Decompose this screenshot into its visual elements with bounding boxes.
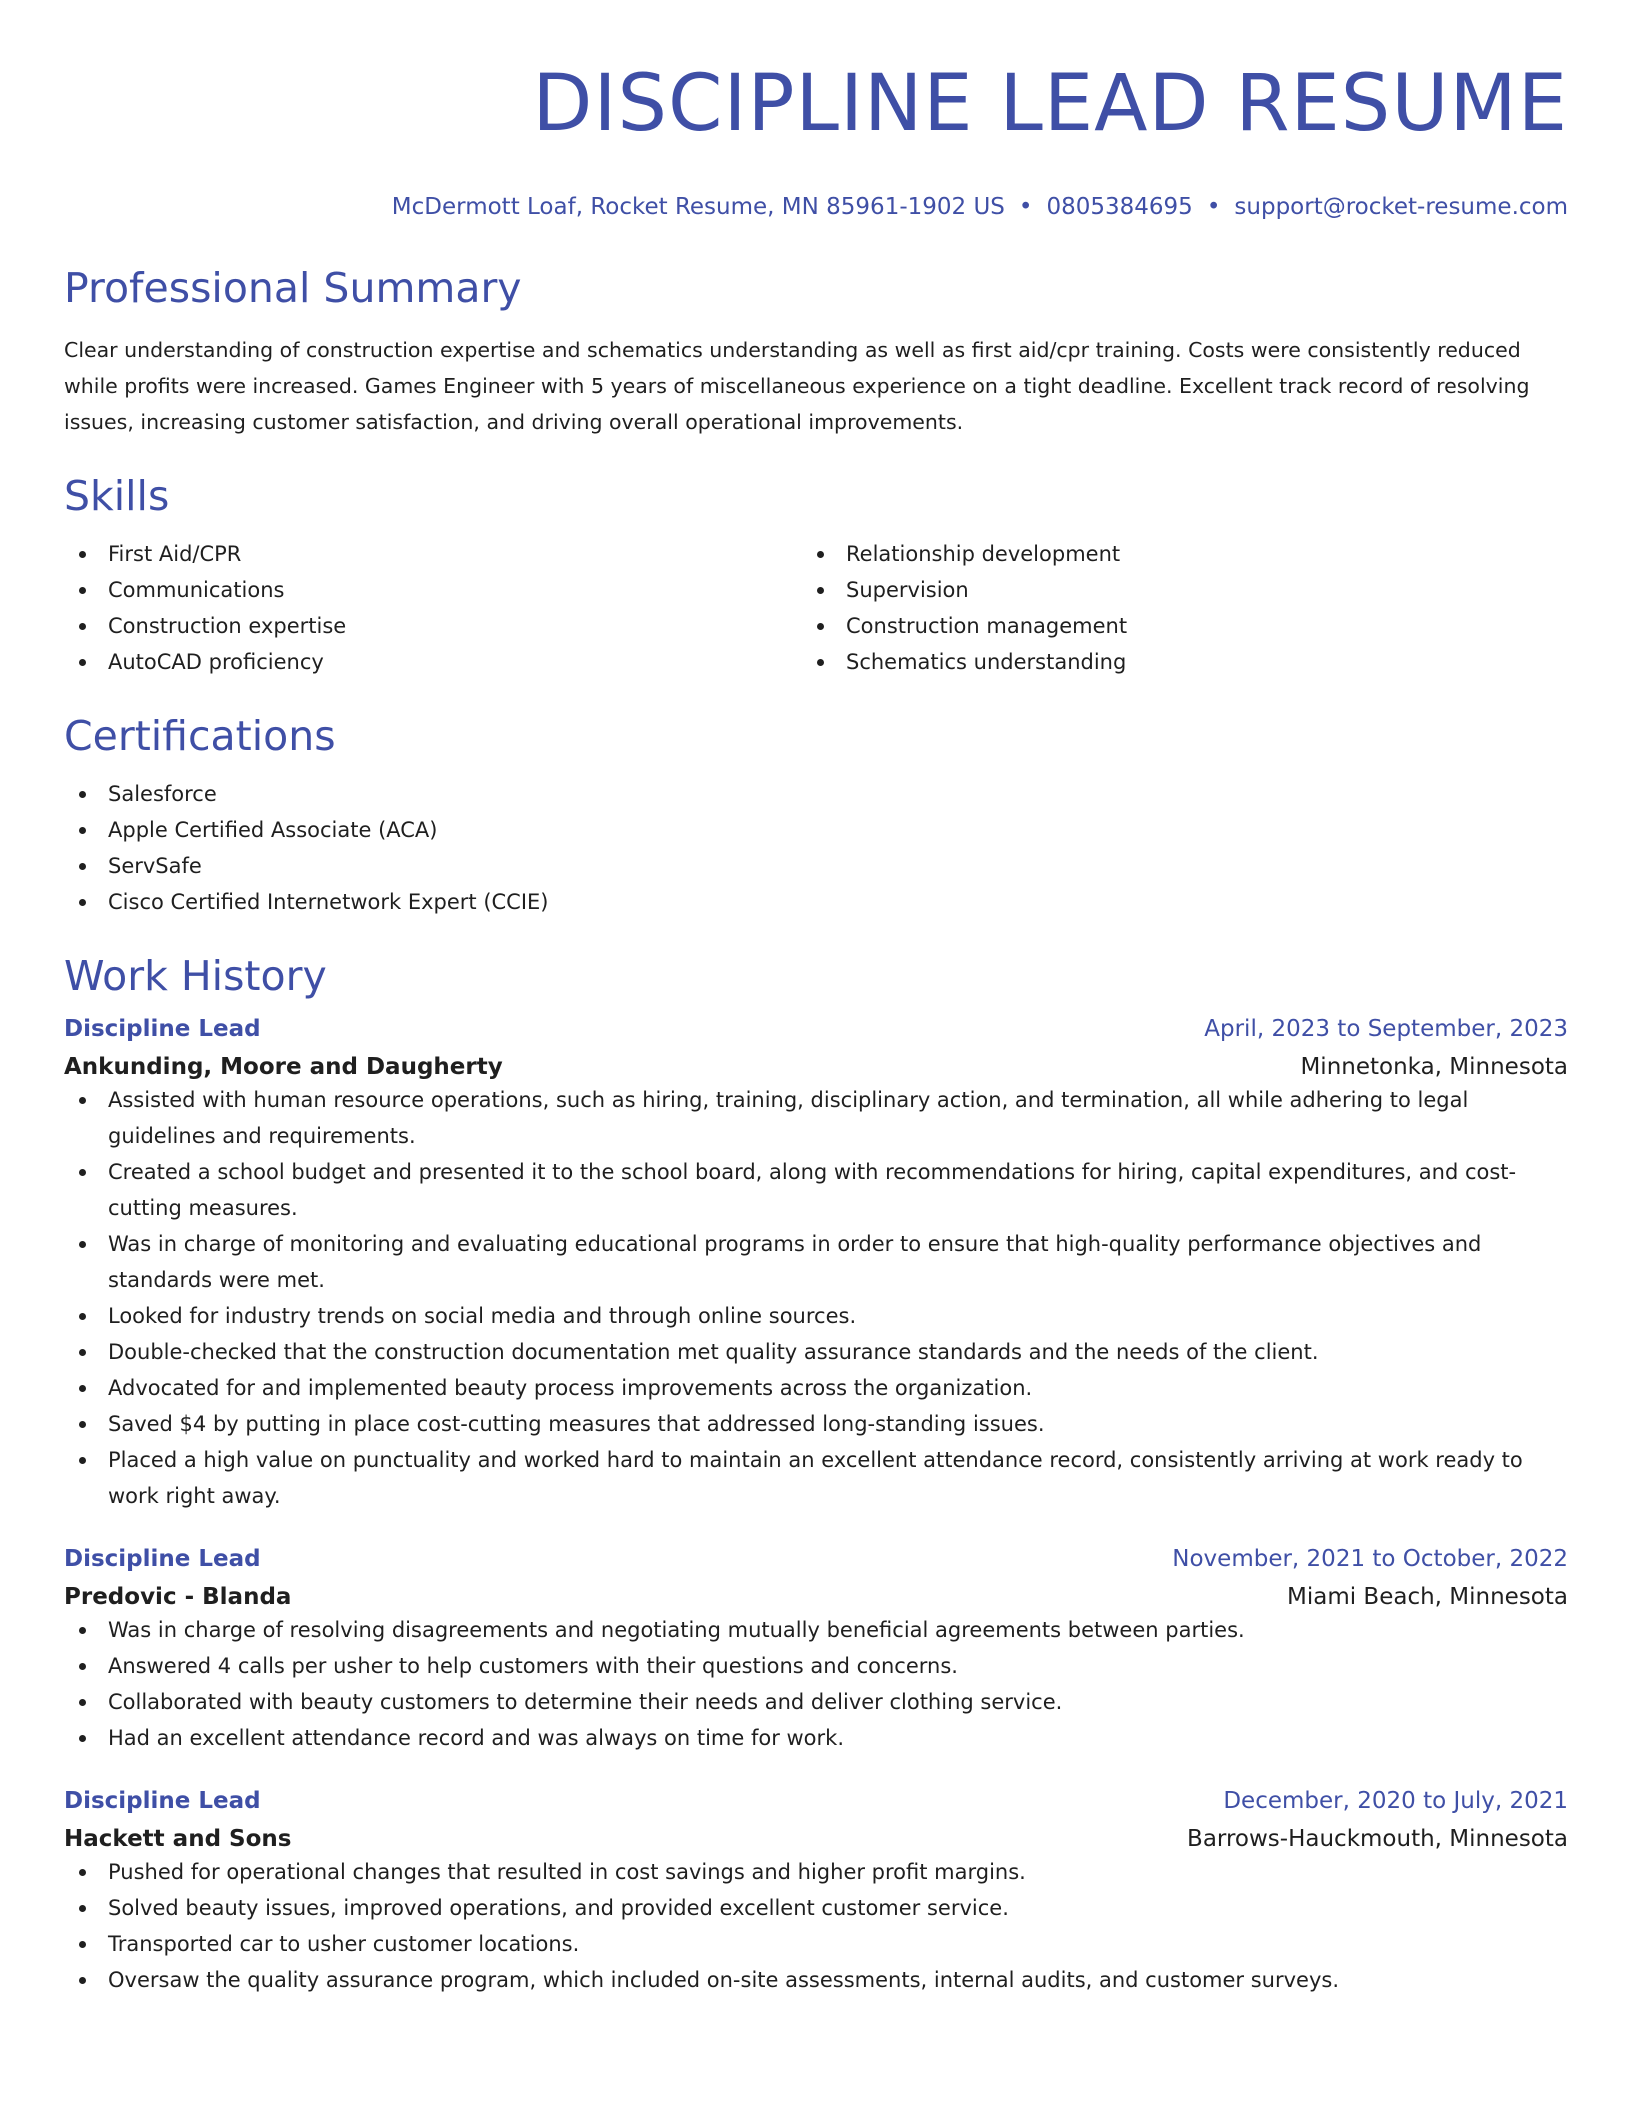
job-header — [64, 1786, 1568, 1816]
skill-item: Schematics understanding — [802, 644, 1540, 680]
job-entry — [64, 1544, 1568, 1756]
skills-section — [64, 470, 1568, 680]
skill-item: First Aid/CPR — [64, 536, 802, 572]
job-bullet: Was in charge of monitoring and evaluating educational programs in order to ensure that high-quality performance objectives and standards were met. — [64, 1226, 1568, 1298]
job-bullet: Had an excellent attendance record and was always on time for work. — [64, 1720, 1568, 1756]
job-bullet: Created a school budget and presented it to the school board, along with recommendations for hiring, capital expenditures, and cost-cutting measures. — [64, 1154, 1568, 1226]
job-bullets — [64, 1612, 1568, 1756]
job-bullet: Answered 4 calls per usher to help customers with their questions and concerns. — [64, 1648, 1568, 1684]
job-header — [64, 1014, 1568, 1044]
job-bullet: Double-checked that the construction documentation met quality assurance standards and the needs of the client. — [64, 1334, 1568, 1370]
job-subheader — [64, 1824, 1568, 1854]
job-company: Predovic - Blanda — [64, 1584, 292, 1610]
resume-name: DISCIPLINE LEAD RESUME — [532, 59, 1568, 149]
job-bullet: Assisted with human resource operations, such as hiring, training, disciplinary action, and termination, all while adhering to legal guidelines and requirements. — [64, 1082, 1568, 1154]
job-location: Miami Beach, Minnesota — [1286, 1584, 1568, 1610]
job-dates: November, 2021 to October, 2022 — [1172, 1546, 1568, 1572]
job-subheader — [64, 1052, 1568, 1082]
skill-item: Relationship development — [802, 536, 1540, 572]
section-title-summary: Professional Summary — [64, 264, 522, 312]
work-history-section — [64, 950, 1568, 1998]
job-company: Hackett and Sons — [64, 1826, 292, 1852]
summary-text: Clear understanding of construction expertise and schematics understanding as well as first aid/cpr training. Costs were consistently reduced while profits were increased. Games Engineer with 5 years of miscellaneous experience on a tight deadline. Excellent track record of resolving issues, increasing customer satisfaction, and driving overall operational improvements. — [64, 338, 1530, 434]
certification-item: Apple Certified Associate (ACA) — [64, 812, 1568, 848]
skill-item: Construction management — [802, 608, 1540, 644]
job-bullet: Transported car to usher customer locations. — [64, 1926, 1568, 1962]
skill-item: AutoCAD proficiency — [64, 644, 802, 680]
job-bullet: Looked for industry trends on social media and through online sources. — [64, 1298, 1568, 1334]
skills-grid — [64, 536, 1568, 680]
job-dates: April, 2023 to September, 2023 — [1204, 1016, 1568, 1042]
job-bullet: Solved beauty issues, improved operations, and provided excellent customer service. — [64, 1890, 1568, 1926]
contact-separator: • — [1206, 194, 1221, 220]
certifications-list — [64, 776, 1568, 920]
contact-line — [64, 192, 1568, 222]
job-bullet: Collaborated with beauty customers to determine their needs and deliver clothing service. — [64, 1684, 1568, 1720]
contact-address: McDermott Loaf, Rocket Resume, MN 85961-1902 US — [391, 194, 1005, 220]
job-dates: December, 2020 to July, 2021 — [1223, 1788, 1568, 1814]
summary-section — [64, 262, 1568, 440]
job-bullets — [64, 1854, 1568, 1998]
job-company: Ankunding, Moore and Daugherty — [64, 1054, 503, 1080]
job-title: Discipline Lead — [64, 1546, 261, 1572]
contact-separator: • — [1018, 194, 1033, 220]
skills-list-left — [64, 536, 802, 680]
skills-column-left — [64, 536, 802, 680]
skill-item: Communications — [64, 572, 802, 608]
job-entry — [64, 1786, 1568, 1998]
job-bullet: Pushed for operational changes that resulted in cost savings and higher profit margins. — [64, 1854, 1568, 1890]
skills-list-right — [802, 536, 1540, 680]
job-location: Barrows-Hauckmouth, Minnesota — [1187, 1826, 1568, 1852]
job-bullet: Saved $4 by putting in place cost-cutting measures that addressed long-standing issues. — [64, 1406, 1568, 1442]
job-bullet: Oversaw the quality assurance program, which included on-site assessments, internal audits, and customer surveys. — [64, 1962, 1568, 1998]
skills-column-right — [802, 536, 1540, 680]
job-location: Minnetonka, Minnesota — [1300, 1054, 1568, 1080]
certification-item: ServSafe — [64, 848, 1568, 884]
job-bullet: Placed a high value on punctuality and worked hard to maintain an excellent attendance record, consistently arriving at work ready to work right away. — [64, 1442, 1568, 1514]
job-title: Discipline Lead — [64, 1016, 261, 1042]
contact-email[interactable]: support@rocket-resume.com — [1234, 194, 1568, 220]
section-title-skills: Skills — [64, 472, 170, 520]
certification-item: Salesforce — [64, 776, 1568, 812]
section-title-work-history: Work History — [64, 952, 327, 1000]
job-subheader — [64, 1582, 1568, 1612]
certification-item: Cisco Certified Internetwork Expert (CCIE) — [64, 884, 1568, 920]
job-entry — [64, 1014, 1568, 1514]
contact-phone: 0805384695 — [1046, 194, 1193, 220]
skill-item: Supervision — [802, 572, 1540, 608]
job-title: Discipline Lead — [64, 1788, 261, 1814]
section-title-certifications: Certifications — [64, 712, 336, 760]
job-bullet: Was in charge of resolving disagreements and negotiating mutually beneficial agreements between parties. — [64, 1612, 1568, 1648]
skill-item: Construction expertise — [64, 608, 802, 644]
job-bullet: Advocated for and implemented beauty process improvements across the organization. — [64, 1370, 1568, 1406]
certifications-section — [64, 710, 1568, 920]
job-header — [64, 1544, 1568, 1574]
job-bullets — [64, 1082, 1568, 1514]
